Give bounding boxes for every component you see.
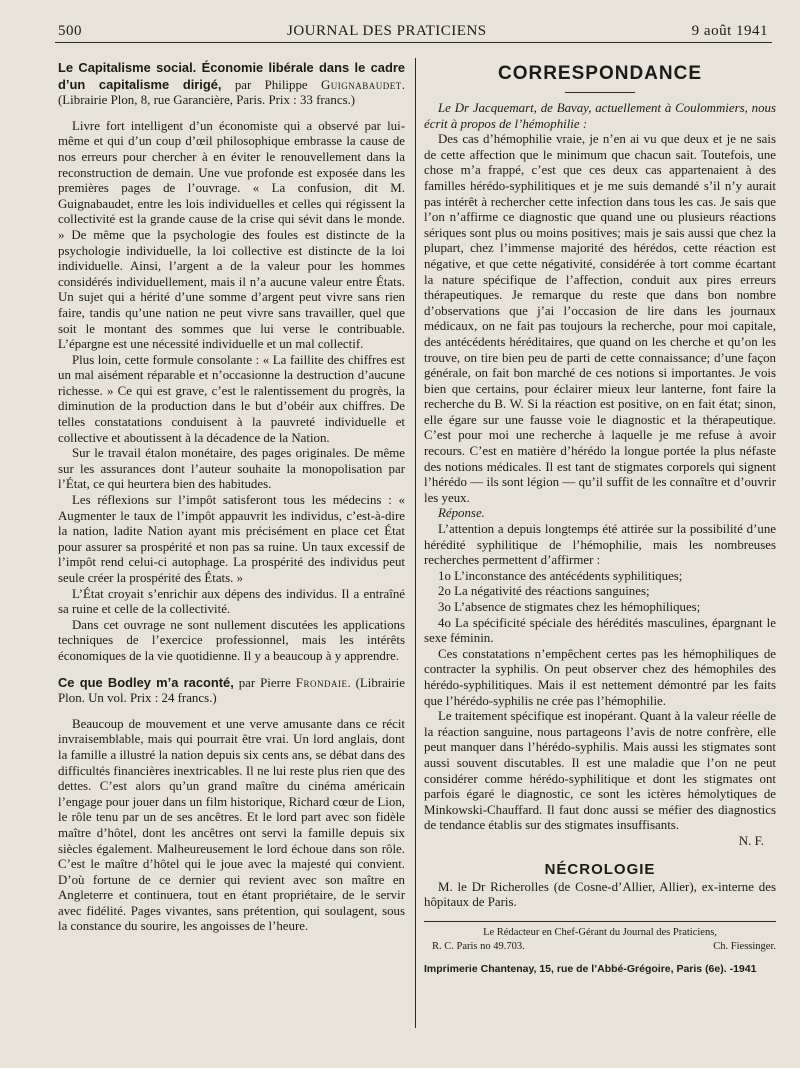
correspondance-intro: Le Dr Jacquemart, de Bavay, actuellement à Coulommiers, nous écrit à propos de l’hémophilie : <box>424 101 776 131</box>
issue-date: 9 août 1941 <box>691 23 768 39</box>
section-rule <box>565 92 635 93</box>
book1-title: Le Capitalisme social. Économie libérale dans le cadre d’un capitalisme dirigé, <box>58 60 405 92</box>
left-column <box>58 60 405 935</box>
page-number: 500 <box>58 23 82 39</box>
book2-author: Frondaie <box>295 675 348 690</box>
necrologie-heading: NÉCROLOGIE <box>544 860 656 878</box>
reponse-point: 4o La spécificité spéciale des hérédités masculines, épargnant le sexe féminin. <box>424 615 776 646</box>
correspondance-heading: CORRESPONDANCE <box>497 63 703 84</box>
correspondance-letter: Des cas d’hémophilie vraie, je n’en ai vu que deux et je ne sais de cette affection que le minimum que chacun sait. Toutefois, une chose m’a frappé, c’est que ces deux cas appartenaient à des familles hérédo-syphilitiques et je me suis demandé s’il n’y aurait pas intérêt à rechercher cette infection dans tous les cas. Je sais que l’on n’affirme ce diagnostic que quand une ou plusieurs réactions sériques sont plus ou moins positives; mais je sais aussi que chez la plupart, chez l’immense majorité des hérédos, cette réaction est négative, et que cette négativité, considérée à tort comme écartant la nature spécifique de l’affection, conduit aux pires erreurs thérapeutiques. Je remarque du reste que dans bon nombre d’observations que j’ai l’occasion de lire dans les journaux médicaux, on ne fait pas toujours la recherche, pour moi capitale, des antécédents héréditaires, que quand on les cherche et qu’on les trouve, on tire bien peu de parti de cette connaissance; d’une façon générale, on fait bon marché de ces notions si importantes. Je vois bien que certains, pour éclairer mieux leur lanterne, font faire la recherche du B. W. Si la réaction est positive, on en fait état; sinon, elle égare sur une fausse voie le diagnostic et la thérapeutique. C’est pour moi une recherche à laquelle je me refuse à avoir recours. C’est en matière d’hérédo la longue portée la plus néfaste des notions médicales. Il est tant de stigmates corporels qui signent l’hérédo — ils sont légion — qu’il suffit de les connaître et d’ouvrir les yeux. <box>424 132 776 505</box>
reponse-paragraph: Le traitement spécifique est inopérant. Quant à la valeur réelle de la réaction sanguine, nous partageons l’avis de notre confrère, elle peut manquer dans l’hérédo-syphilis. Mais aussi les stigmates sont aussi souvent discutables. Il est une maladie que l’on ne peut considérer comme hérédo-syphilitique et dont les stigmates ont parfois égaré le diagnostic, ce sont les ictères hémolytiques de Minkowski-Chauffard. Il faut donc aussi se méfier des diagnostics de tendance établis sur des stigmates insuffisants. <box>424 709 776 833</box>
book2-citation <box>58 675 405 707</box>
reponse-label: Réponse. <box>438 506 485 521</box>
journal-title: JOURNAL DES PRATICIENS <box>287 23 487 39</box>
book1-paragraph: Dans cet ouvrage ne sont nullement discutées les applications techniques de l’exercice professionnel, mais les intérêts économiques de la vie quotidienne. Il y a beaucoup à y apprendre. <box>58 617 405 663</box>
book1-author: Guignabaudet <box>320 77 402 92</box>
reponse-paragraph: Ces constatations n’empêchent certes pas les hémophiliques de contracter la syphilis. On peut observer chez des hémophiles des hérédo-syphilitiques. Mais il est nettement démontré par les faits que l’hérédo-syphilis ne crée pas l’hémophilie. <box>424 646 776 708</box>
reponse-point: 1o L’inconstance des antécédents syphilitiques; <box>438 568 683 583</box>
reponse-intro: L’attention a depuis longtemps été attirée sur la possibilité d’une hérédité syphilitique de l’hémophilie, mais les nombreuses recherches permettent d’affirmer : <box>424 522 776 568</box>
signature: N. F. <box>738 833 764 848</box>
registration-line <box>424 940 776 954</box>
reponse-point: 2o La négativité des réactions sanguines; <box>438 584 650 599</box>
rc-number: R. C. Paris no 49.703. <box>432 940 525 952</box>
printer-imprint: Imprimerie Chantenay, 15, rue de l’Abbé-Grégoire, Paris (6e). -1941 <box>424 962 757 975</box>
book1-paragraph: Les réflexions sur l’impôt satisferont tous les médecins : « Augmenter le taux de l’impôt appauvrit les individus, c’est-à-dire la nation, ladite Nation ayant mis précisément en place cet État pour assurer sa prospérité et non pas sa ruine. Un taux excessif de l’impôt rend celui-ci autophage. La prospérité des individus peut seule créer la prospérité des États. » <box>58 493 405 585</box>
header-rule <box>55 42 772 43</box>
book1-paragraph: Plus loin, cette formule consolante : « La faillite des chiffres est un mal aisément réparable et n’occasionne la destruction d’aucune richesse. » Ce qui est grave, c’est le ralentissement du progrès, la diminution de la production dans le but d’obéir aux chiffres. De telles constatations conduisent à la pauvreté individuelle et collective et aboutissent à la décadence de la Nation. <box>58 352 405 445</box>
manager-name: Ch. Fiessinger. <box>713 940 776 952</box>
book1-by: par Philippe <box>221 77 321 92</box>
book1-citation <box>58 60 405 109</box>
column-divider <box>415 58 416 1028</box>
book1-details: . (Librairie Plon, 8, rue Garancière, Paris. Prix : 33 francs.) <box>58 77 405 108</box>
book1-paragraph: L’État croyait s’enrichir aux dépens des individus. Il a entraîné sa ruine et celle de la collectivité. <box>58 586 405 617</box>
editor-line: Le Rédacteur en Chef-Gérant du Journal des Praticiens, <box>483 926 717 938</box>
book2-title: Ce que Bodley m’a raconté, <box>58 674 234 690</box>
reponse-point: 3o L’absence de stigmates chez les hémophiliques; <box>438 600 701 614</box>
book2-by: par Pierre <box>233 675 296 690</box>
book1-paragraph: Livre fort intelligent d’un économiste qui a observé par lui-même et qui d’un coup d’œil philosophique embrasse la cause de nos erreurs pour chercher à en éviter le renouvellement dans la reconstruction de demain. Une vue profonde est exposée dans les premières pages de l’ouvrage. « La confusion, dit M. Guignabaudet, entre les lois individuelles et celles qui régissent la collectivité est la grande cause de la crise qui sévit dans le monde. » De même que la psychologie des foules est distincte de la psychologie individuelle, la loi collective est distincte de la loi individuelle. Ainsi, l’argent a de la valeur pour les hommes considérés individuellement, mais il n’a aucune valeur entre États. Un sujet qui a hérité d’une somme d’argent peut vivre sans rien faire, tandis qu’une nation ne peut vivre sans travailler, quel que soit le montant des sommes que lui verse le contribuable. L’épargne est une nécessité individuelle et un mal collectif. <box>58 118 405 352</box>
footer-rule <box>424 921 776 922</box>
page-header <box>58 14 768 40</box>
book2-paragraph: Beaucoup de mouvement et une verve amusante dans ce récit invraisemblable, mais qui pourrait être vrai. Un lord anglais, dont la famille a illustré la nation depuis six cents ans, se débat dans des difficultés financières inextricables. Il ne lui reste plus rien que des dettes. C’est alors qu’un grand maître du cinéma américain l’engage pour jouer dans un film historique, Richard cœur de Lion, le rôle tenu par un de ses ancêtres. Et le lord part avec son fidèle maître d’hôtel, dont les ancêtres ont servi la famille depuis six siècles également. Malheureusement le lord échoue dans son rôle. C’est le maître d’hôtel qui le joue avec la majesté qui convient. D’où fortune de ce dernier qui revient avec son maître en Angleterre et continuera, tout en étant propriétaire, de le servir avec fidélité. Pages vivantes, sans prétention, qui soulagent, sous la constance du sourire, les angoisses de l’heure. <box>58 716 405 934</box>
necrologie-text: M. le Dr Richerolles (de Cosne-d’Allier, Allier), ex-interne des hôpitaux de Paris. <box>424 879 776 910</box>
right-column <box>424 60 776 977</box>
book1-paragraph: Sur le travail étalon monétaire, des pages originales. De même sur les assurances dont l’auteur souhaite la monopolisation par l’État, ce qui heurtera bien des habitudes. <box>58 446 405 492</box>
book2-details: . (Librairie Plon. Un vol. Prix : 24 francs.) <box>58 675 405 706</box>
